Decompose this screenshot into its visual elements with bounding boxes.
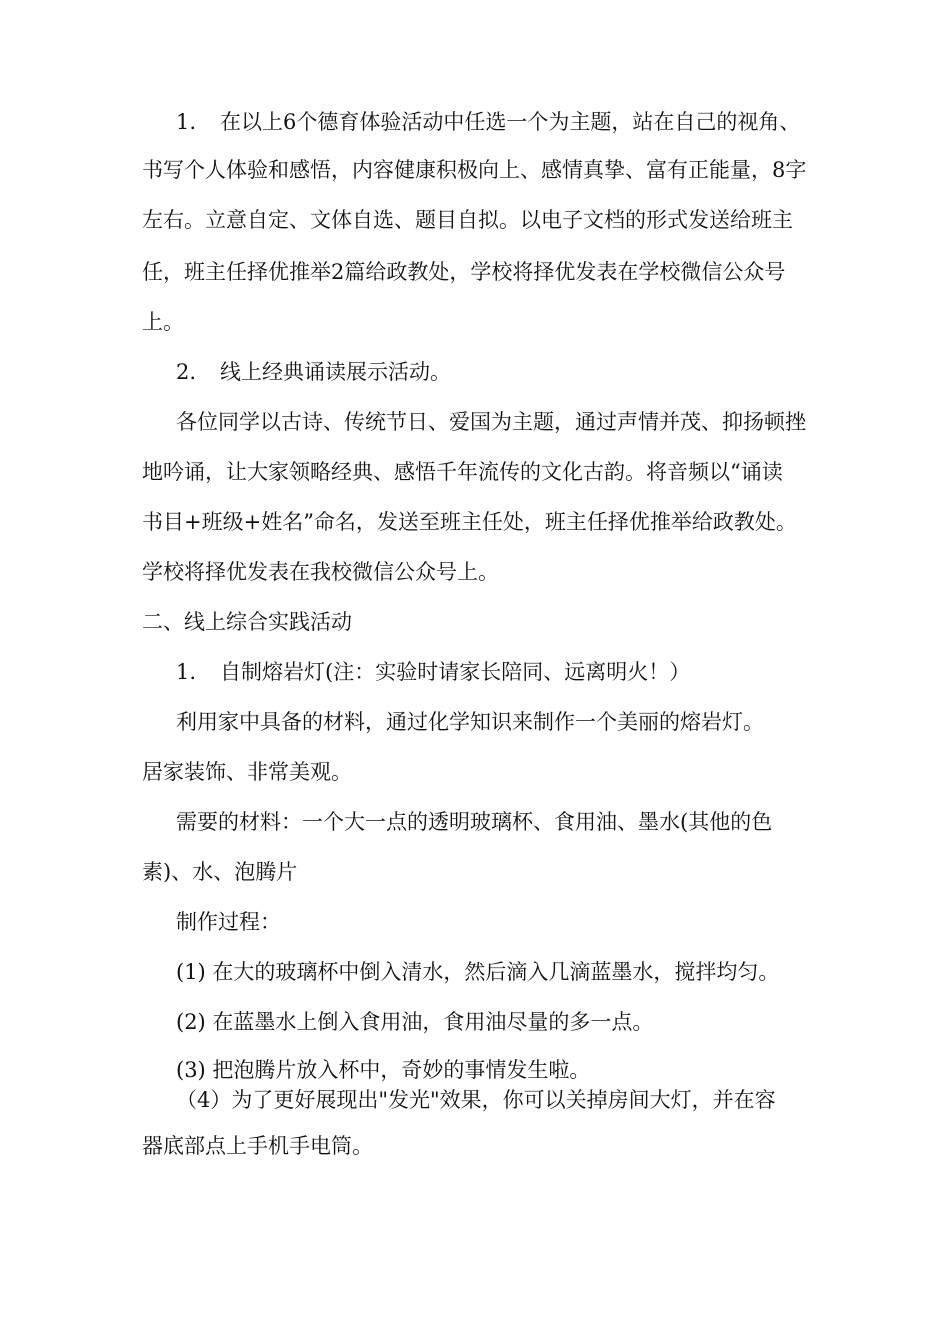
item1-line-3: 左右。立意自定、文体自选、题目自拟。以电子文档的形式发送给班主 [142, 208, 793, 232]
item2-para-line-3: 书目+班级+姓名”命名，发送至班主任处，班主任择优推举给政教处。 [142, 510, 797, 534]
item1-number: 1. [176, 110, 197, 134]
item2-para-line-2: 地吟诵，让大家领略经典、感悟千年流传的文化古韵。将音频以“诵读 [142, 460, 783, 484]
materials-line-2: 素)、水、泡腾片 [142, 860, 298, 884]
section2-sub1-title: 自制熔岩灯(注：实验时请家长陪同、远离明火！） [220, 660, 691, 684]
item2-para-line-4: 学校将择优发表在我校微信公众号上。 [142, 560, 499, 584]
item2-title-line [176, 362, 451, 383]
item1-line-5: 上。 [142, 310, 184, 334]
item1-line-4: 任，班主任择优推举2篇给政教处，学校将择优发表在学校微信公众号 [142, 260, 786, 284]
materials-line-1: 需要的材料：一个大一点的透明玻璃杯、食用油、墨水(其他的色 [176, 810, 773, 834]
process-label: 制作过程： [176, 910, 281, 934]
item2-para-line-1: 各位同学以古诗、传统节日、爱国为主题，通过声情并茂、抑扬顿挫 [176, 410, 806, 434]
intro-line-1: 利用家中具备的材料，通过化学知识来制作一个美丽的熔岩灯。 [176, 710, 764, 734]
step-4-line-2: 器底部点上手机手电筒。 [142, 1134, 373, 1158]
section2-sub1-line [176, 662, 690, 683]
item1-line-2: 书写个人体验和感悟，内容健康积极向上、感情真挚、富有正能量，8字 [142, 158, 807, 182]
item1-text-1: 在以上6个德育体验活动中任选一个为主题，站在自己的视角、 [220, 110, 801, 134]
item2-number: 2. [176, 360, 197, 384]
step-2: (2) 在蓝墨水上倒入食用油，食用油尽量的多一点。 [176, 1010, 654, 1034]
item2-title: 线上经典诵读展示活动。 [220, 360, 451, 384]
intro-line-2: 居家装饰、非常美观。 [142, 760, 352, 784]
section2-sub1-number: 1. [176, 660, 197, 684]
step-1: (1) 在大的玻璃杯中倒入清水，然后滴入几滴蓝墨水，搅拌均匀。 [176, 960, 780, 984]
section2-heading: 二、线上综合实践活动 [142, 610, 352, 634]
step-3: (3) 把泡腾片放入杯中，奇妙的事情发生啦。 [176, 1058, 591, 1082]
item1-line-1 [176, 112, 800, 133]
step-4-line-1: （4）为了更好展现出"发光"效果，你可以关掉房间大灯，并在容 [176, 1088, 776, 1112]
